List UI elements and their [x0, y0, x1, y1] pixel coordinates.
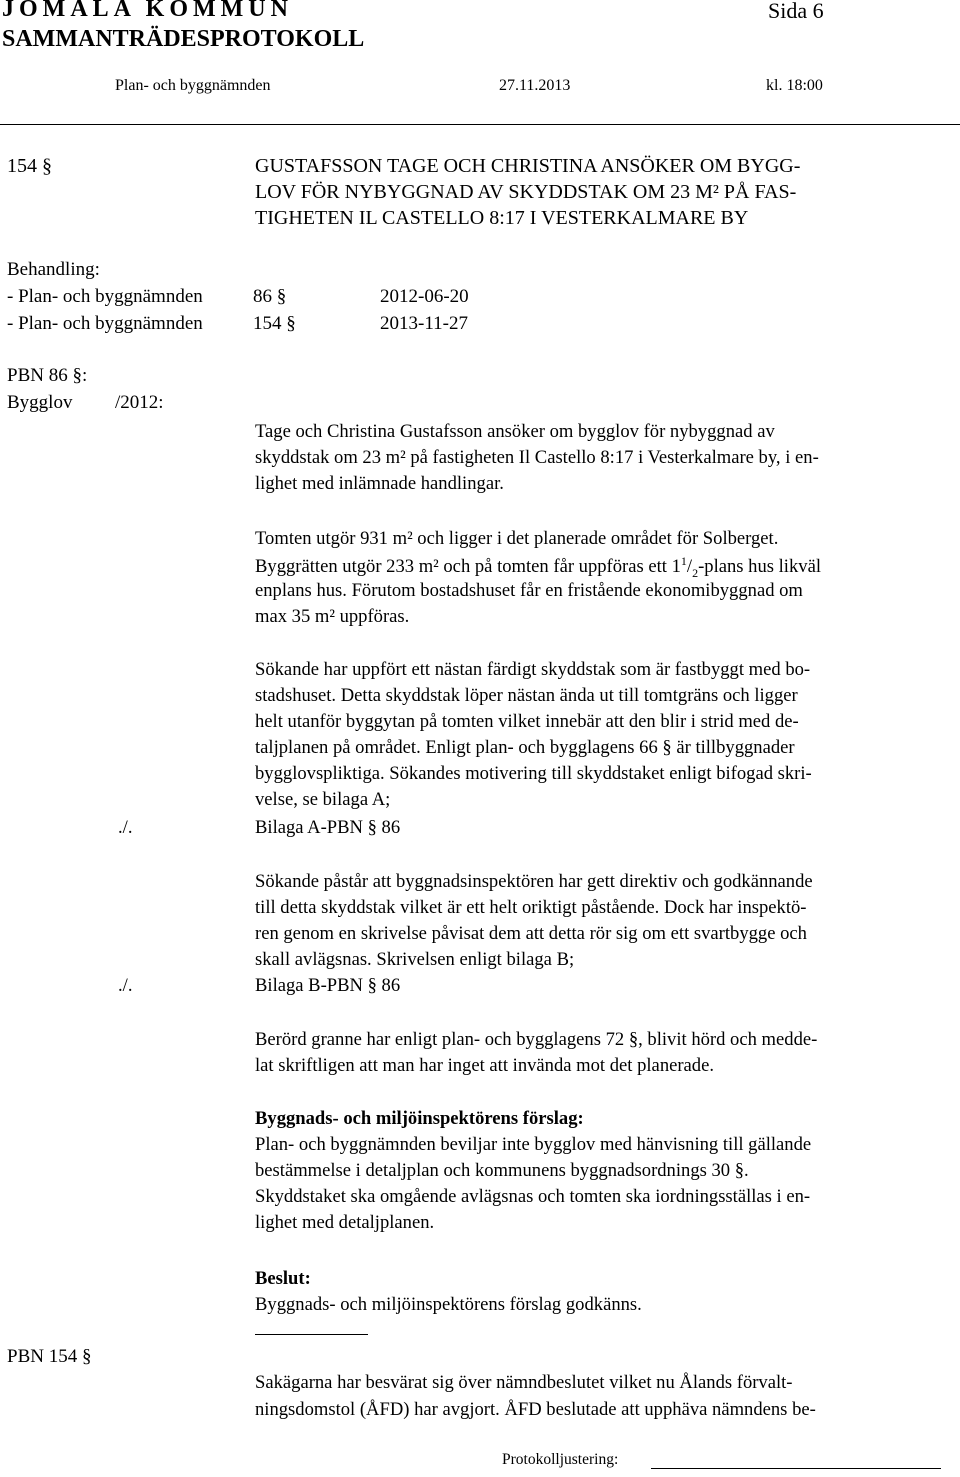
item-title-line: GUSTAFSSON TAGE OCH CHRISTINA ANSÖKER OM BYGG-: [255, 155, 801, 177]
decision-heading: Beslut:: [255, 1268, 311, 1289]
bygglov-number: /2012:: [115, 392, 164, 413]
committee-name: Plan- och byggnämnden: [115, 77, 271, 94]
item-title-line: LOV FÖR NYBYGGNAD AV SKYDDSTAK OM 23 M² PÅ FAS-: [255, 181, 797, 203]
attachment-marker: ./.: [118, 817, 133, 838]
proposal-heading: Byggnads- och miljöinspektörens förslag:: [255, 1108, 584, 1129]
attachment-a: Bilaga A-PBN § 86: [255, 817, 401, 838]
attachment-b: Bilaga B-PBN § 86: [255, 975, 401, 996]
body-line: Sakägarna har besvärat sig över nämndbeslutet vilket nu Ålands förvalt-: [255, 1372, 793, 1393]
body-line: Berörd granne har enligt plan- och bygglagens 72 §, blivit hörd och medde-: [255, 1029, 818, 1050]
body-line: max 35 m² uppföras.: [255, 606, 410, 627]
body-line: Sökande har uppfört ett nästan färdigt skyddstak som är fastbyggt med bo-: [255, 659, 811, 680]
body-line: Tage och Christina Gustafsson ansöker om bygglov för nybyggnad av: [255, 421, 775, 442]
body-line-fraction: Byggrätten utgör 233 m² och på tomten får uppföras ett $1^1/_2$-plans hus likväl: [255, 554, 821, 580]
protocol-check-label: Protokolljustering:: [502, 1451, 619, 1468]
pbn86-reference: PBN 86 §:: [7, 365, 88, 386]
body-line: helt utanför byggytan på tomten vilket innebär att den blir i strid med de-: [255, 711, 799, 732]
body-line: Plan- och byggnämnden beviljar inte bygglov med hänvisning till gällande: [255, 1134, 812, 1155]
body-line: bygglovspliktiga. Sökandes motivering till skyddstaket enligt bifogad skri-: [255, 763, 812, 784]
body-line: bestämmelse i detaljplan och kommunens byggnadsordnings 30 §.: [255, 1160, 749, 1181]
body-line: enplans hus. Förutom bostadshuset får en fristående ekonomibyggnad om: [255, 580, 803, 601]
signature-line: [651, 1468, 941, 1469]
pbn154-reference: PBN 154 §: [7, 1346, 92, 1367]
body-line: skall avlägsnas. Skrivelsen enligt bilaga B;: [255, 949, 575, 970]
body-line: lighet med detaljplanen.: [255, 1212, 435, 1233]
bygglov-label: Bygglov: [7, 392, 73, 413]
body-line: skyddstak om 23 m² på fastigheten Il Castello 8:17 i Vesterkalmare by, i en-: [255, 447, 819, 468]
item-number: 154 §: [7, 155, 52, 177]
body-line: Tomten utgör 931 m² och ligger i det planerade området för Solberget.: [255, 528, 779, 549]
meeting-time: kl. 18:00: [766, 77, 823, 94]
decision-divider: [255, 1334, 368, 1335]
handling-date: 2012-06-20: [380, 286, 469, 307]
handling-body: - Plan- och byggnämnden: [7, 313, 203, 334]
body-line: stadshuset. Detta skyddstak löper nästan ända ut till tomtgräns och ligger: [255, 685, 798, 706]
attachment-marker: ./.: [118, 975, 133, 996]
body-line: Sökande påstår att byggnadsinspektören har gett direktiv och godkännande: [255, 871, 813, 892]
organization-name: JOMALA KOMMUN: [2, 0, 293, 22]
handling-heading: Behandling:: [7, 259, 100, 280]
body-line: taljplanen på området. Enligt plan- och bygglagens 66 § är tillbyggnader: [255, 737, 795, 758]
body-line: till detta skyddstak vilket är ett helt oriktigt påstående. Dock har inspektö-: [255, 897, 807, 918]
body-line: ningsdomstol (ÅFD) har avgjort. ÅFD beslutade att upphäva nämndens be-: [255, 1399, 816, 1420]
handling-date: 2013-11-27: [380, 313, 468, 334]
body-line: ren genom en skrivelse påvisat dem att detta rör sig om ett svartbygge och: [255, 923, 807, 944]
handling-paragraph: 86 §: [253, 286, 287, 307]
meeting-date: 27.11.2013: [499, 77, 571, 94]
header-divider: [0, 124, 960, 125]
body-line: velse, se bilaga A;: [255, 789, 391, 810]
item-title-line: TIGHETEN IL CASTELLO 8:17 I VESTERKALMARE BY: [255, 207, 749, 229]
handling-paragraph: 154 §: [253, 313, 296, 334]
body-line: Skyddstaket ska omgående avlägsnas och tomten ska iordningsställas i en-: [255, 1186, 811, 1207]
body-line: lighet med inlämnade handlingar.: [255, 473, 504, 494]
page-number: Sida 6: [768, 0, 824, 23]
handling-body: - Plan- och byggnämnden: [7, 286, 203, 307]
decision-text: Byggnads- och miljöinspektörens förslag godkänns.: [255, 1294, 642, 1315]
body-line: lat skriftligen att man har inget att invända mot det planerade.: [255, 1055, 715, 1076]
document-type: SAMMANTRÄDESPROTOKOLL: [2, 26, 365, 52]
